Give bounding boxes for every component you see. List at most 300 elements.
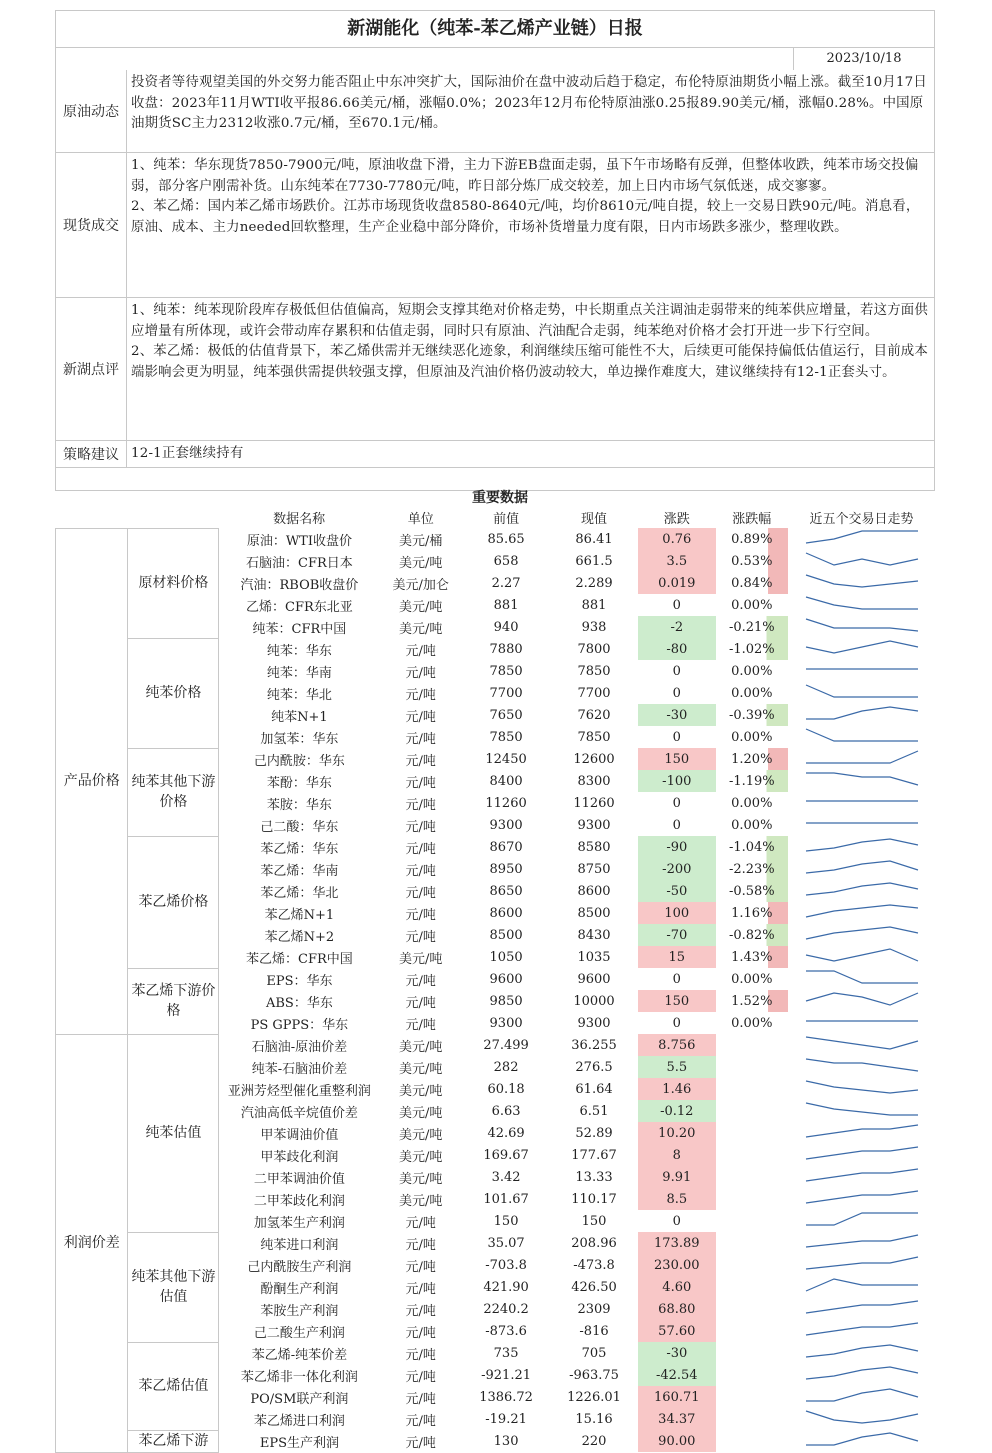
row-change: 0 bbox=[672, 1213, 681, 1229]
row-unit: 元/吨 bbox=[405, 643, 436, 659]
sparkline-chart bbox=[802, 880, 922, 898]
row-sparkline bbox=[788, 968, 935, 990]
row-unit: 美元/吨 bbox=[399, 951, 443, 967]
row-change: 0 bbox=[672, 971, 681, 987]
row-prev: 881 bbox=[493, 597, 519, 613]
row-prev: 7880 bbox=[489, 641, 523, 657]
row-sparkline bbox=[788, 1188, 935, 1210]
row-cur: 86.41 bbox=[575, 531, 613, 547]
row-unit: 元/吨 bbox=[405, 1259, 436, 1275]
row-sparkline bbox=[788, 748, 935, 770]
row-name: EPS：华东 bbox=[266, 973, 333, 989]
spot-text bbox=[127, 153, 934, 297]
row-unit: 元/吨 bbox=[405, 775, 436, 791]
spot-section bbox=[55, 153, 935, 298]
row-unit: 元/吨 bbox=[405, 973, 436, 989]
row-unit: 美元/吨 bbox=[399, 1149, 443, 1165]
sparkline-line bbox=[806, 949, 918, 961]
comment-section bbox=[55, 298, 935, 441]
row-pct: 0.00% bbox=[731, 1015, 773, 1031]
row-change: 4.60 bbox=[638, 1276, 716, 1298]
spot-benzene-text: 1、纯苯：华东现货7850-7900元/吨，原油收盘下滑，主力下游EB盘面走弱，虽下午市场略有反弹，但整体收跌，纯苯市场交投偏弱，部分客户刚需补货。山东纯苯在7730-7780元/吨，昨日部分炼厂成交较差，加上日内市场气氛低迷，成交寥寥。 bbox=[131, 158, 919, 194]
row-cur: 7800 bbox=[577, 641, 611, 657]
row-prev: 169.67 bbox=[483, 1147, 529, 1163]
row-sparkline bbox=[788, 704, 935, 726]
column-header: 现值 bbox=[581, 512, 608, 527]
strategy-label: 策略建议 bbox=[56, 441, 127, 467]
report-date: 2023/10/18 bbox=[793, 48, 934, 70]
row-unit: 元/吨 bbox=[405, 863, 436, 879]
sparkline-line bbox=[806, 1257, 918, 1269]
sparkline-chart bbox=[802, 1012, 922, 1030]
sparkline-chart bbox=[802, 638, 922, 656]
group-label: 苯乙烯估值 bbox=[128, 1342, 219, 1430]
row-cur: 13.33 bbox=[575, 1169, 613, 1185]
sparkline-line bbox=[806, 1389, 918, 1401]
row-unit: 美元/吨 bbox=[399, 1039, 443, 1055]
data-table bbox=[55, 487, 935, 1453]
sparkline-chart bbox=[802, 682, 922, 700]
row-pct bbox=[716, 1188, 788, 1210]
sparkline-line bbox=[806, 1433, 918, 1445]
row-prev: 658 bbox=[493, 553, 519, 569]
sparkline-chart bbox=[802, 1254, 922, 1272]
row-change: 150 bbox=[638, 990, 716, 1012]
row-pct: 1.20% bbox=[716, 748, 788, 770]
row-pct: 0.53% bbox=[716, 550, 788, 572]
strategy-section bbox=[55, 441, 935, 468]
row-unit: 美元/吨 bbox=[399, 1105, 443, 1121]
comment-benzene-text: 1、纯苯：纯苯现阶段库存极低但估值偏高，短期会支撑其绝对价格走势，中长期重点关注调油走弱带来的纯苯供应增量，若这方面供应增量有所体现，或许会带动库存累积和估值走弱，同时只有原油、汽油配合走弱，纯苯绝对价格才会打开进一步下行空间。 bbox=[131, 303, 928, 339]
row-sparkline bbox=[788, 792, 935, 814]
row-change: 34.37 bbox=[638, 1408, 716, 1430]
sparkline-chart bbox=[802, 792, 922, 810]
row-cur: 1035 bbox=[577, 949, 611, 965]
sparkline-chart bbox=[802, 616, 922, 634]
sparkline-line bbox=[806, 729, 918, 741]
row-cur: 2.289 bbox=[575, 575, 613, 591]
row-cur: 61.64 bbox=[575, 1081, 613, 1097]
row-pct bbox=[716, 1078, 788, 1100]
row-sparkline bbox=[788, 1056, 935, 1078]
row-name: 己二酸生产利润 bbox=[253, 1325, 345, 1341]
row-name: 纯苯进口利润 bbox=[260, 1237, 339, 1253]
row-sparkline bbox=[788, 814, 935, 836]
sparkline-chart bbox=[802, 1166, 922, 1184]
table-title-spacer bbox=[56, 487, 219, 507]
row-prev: 27.499 bbox=[483, 1037, 529, 1053]
row-unit: 元/吨 bbox=[405, 1325, 436, 1341]
category-label: 产品价格 bbox=[56, 528, 128, 1034]
row-unit: 美元/加仑 bbox=[392, 577, 449, 593]
row-cur: 9600 bbox=[577, 971, 611, 987]
row-sparkline bbox=[788, 1144, 935, 1166]
row-name: 己内酰胺生产利润 bbox=[247, 1259, 352, 1275]
date-row bbox=[55, 48, 935, 70]
strategy-text: 12-1正套继续持有 bbox=[131, 446, 244, 461]
row-unit: 元/吨 bbox=[405, 731, 436, 747]
spot-styrene-text: 2、苯乙烯：国内苯乙烯市场跌价。江苏市场现货收盘8580-8640元/吨，均价8610元/吨自提，较上一交易日跌90元/吨。消息看，原油、成本、主力needed回软整理，生产企业稳中部分降价，市场补货增量力度有限，日内市场跌多涨少，整理收跌。 bbox=[131, 199, 920, 235]
row-pct bbox=[716, 1232, 788, 1254]
row-name: 加氢苯：华东 bbox=[260, 731, 339, 747]
row-cur: 7620 bbox=[577, 707, 611, 723]
row-name: 汽油高低辛烷值价差 bbox=[240, 1105, 358, 1121]
row-prev: 8650 bbox=[489, 883, 523, 899]
column-header: 数据名称 bbox=[273, 512, 326, 527]
row-pct: -1.19% bbox=[716, 770, 788, 792]
sparkline-chart bbox=[802, 1078, 922, 1096]
row-prev: 12450 bbox=[485, 751, 527, 767]
row-change: -0.12 bbox=[638, 1100, 716, 1122]
row-sparkline bbox=[788, 616, 935, 638]
row-prev: 9300 bbox=[489, 1015, 523, 1031]
row-change: 1.46 bbox=[638, 1078, 716, 1100]
row-change: 68.80 bbox=[638, 1298, 716, 1320]
row-change: -30 bbox=[638, 1342, 716, 1364]
row-name: 苯酚：华东 bbox=[266, 775, 332, 791]
row-unit: 元/吨 bbox=[405, 907, 436, 923]
row-cur: 150 bbox=[581, 1213, 607, 1229]
sparkline-chart bbox=[802, 1122, 922, 1140]
row-change: -2 bbox=[638, 616, 716, 638]
row-change: 0.019 bbox=[638, 572, 716, 594]
row-pct: 1.16% bbox=[716, 902, 788, 924]
row-cur: 15.16 bbox=[575, 1411, 613, 1427]
row-unit: 美元/吨 bbox=[399, 555, 443, 571]
sparkline-line bbox=[806, 1367, 918, 1379]
row-cur: 52.89 bbox=[575, 1125, 613, 1141]
sparkline-chart bbox=[802, 1276, 922, 1294]
sparkline-line bbox=[806, 1323, 918, 1335]
row-name: 纯苯-石脑油价差 bbox=[251, 1061, 348, 1077]
row-change: 173.89 bbox=[638, 1232, 716, 1254]
row-name: 原油：WTI收盘价 bbox=[246, 533, 352, 549]
row-prev: 7700 bbox=[489, 685, 523, 701]
sparkline-line bbox=[806, 1169, 918, 1181]
row-pct bbox=[716, 1100, 788, 1122]
row-name: 石脑油-原油价差 bbox=[251, 1039, 348, 1055]
row-name: 甲苯调油价值 bbox=[260, 1127, 339, 1143]
row-change: 0 bbox=[672, 795, 681, 811]
sparkline-chart bbox=[802, 594, 922, 612]
sparkline-line bbox=[806, 575, 918, 587]
row-sparkline bbox=[788, 726, 935, 748]
row-pct bbox=[716, 1056, 788, 1078]
sparkline-chart bbox=[802, 572, 922, 590]
row-prev: 6.63 bbox=[491, 1103, 521, 1119]
row-name: 甲苯歧化利润 bbox=[260, 1149, 339, 1165]
row-prev: 150 bbox=[493, 1213, 519, 1229]
row-sparkline bbox=[788, 1386, 935, 1408]
row-change: 90.00 bbox=[638, 1430, 716, 1452]
row-prev: 8600 bbox=[489, 905, 523, 921]
row-prev: 421.90 bbox=[483, 1279, 529, 1295]
row-name: 纯苯N+1 bbox=[271, 709, 328, 725]
table-row bbox=[56, 836, 936, 858]
row-change: -200 bbox=[638, 858, 716, 880]
column-header: 近五个交易日走势 bbox=[809, 512, 914, 527]
row-name: 二甲苯调油价值 bbox=[253, 1171, 345, 1187]
row-cur: 10000 bbox=[573, 993, 615, 1009]
row-cur: 8300 bbox=[577, 773, 611, 789]
row-name: 苯乙烯：华北 bbox=[260, 885, 339, 901]
group-label: 苯乙烯下游 bbox=[128, 1430, 219, 1452]
row-unit: 美元/吨 bbox=[399, 1171, 443, 1187]
row-pct bbox=[716, 1276, 788, 1298]
row-prev: 8500 bbox=[489, 927, 523, 943]
row-sparkline bbox=[788, 660, 935, 682]
row-prev: 282 bbox=[493, 1059, 519, 1075]
row-name: EPS生产利润 bbox=[259, 1435, 339, 1451]
sparkline-line bbox=[806, 1081, 918, 1093]
row-prev: 2.27 bbox=[491, 575, 521, 591]
crude-label: 原油动态 bbox=[56, 70, 127, 152]
sparkline-line bbox=[806, 861, 918, 873]
row-unit: 元/吨 bbox=[405, 1413, 436, 1429]
row-name: 石脑油：CFR日本 bbox=[246, 555, 353, 571]
row-sparkline bbox=[788, 1100, 935, 1122]
sparkline-line bbox=[806, 1037, 918, 1049]
row-name: 苯乙烯非一体化利润 bbox=[240, 1369, 358, 1385]
row-sparkline bbox=[788, 990, 935, 1012]
row-sparkline bbox=[788, 1078, 935, 1100]
row-cur: 177.67 bbox=[571, 1147, 617, 1163]
row-sparkline bbox=[788, 1408, 935, 1430]
sparkline-line bbox=[806, 685, 918, 697]
row-unit: 元/吨 bbox=[405, 1017, 436, 1033]
row-prev: 7650 bbox=[489, 707, 523, 723]
row-pct bbox=[716, 1342, 788, 1364]
row-name: 己内酰胺：华东 bbox=[253, 753, 345, 769]
row-pct bbox=[716, 1364, 788, 1386]
row-unit: 元/吨 bbox=[405, 819, 436, 835]
sparkline-line bbox=[806, 1301, 918, 1313]
table-row bbox=[56, 638, 936, 660]
sparkline-chart bbox=[802, 1210, 922, 1228]
row-prev: 9600 bbox=[489, 971, 523, 987]
row-sparkline bbox=[788, 902, 935, 924]
sparkline-chart bbox=[802, 924, 922, 942]
row-prev: 130 bbox=[493, 1433, 519, 1449]
sparkline-chart bbox=[802, 1430, 922, 1448]
row-unit: 美元/桶 bbox=[399, 533, 443, 549]
row-unit: 美元/吨 bbox=[399, 1061, 443, 1077]
row-name: 苯乙烯进口利润 bbox=[253, 1413, 345, 1429]
row-change: -50 bbox=[638, 880, 716, 902]
row-sparkline bbox=[788, 682, 935, 704]
row-name: 苯乙烯N+2 bbox=[264, 929, 335, 945]
row-sparkline bbox=[788, 572, 935, 594]
row-pct bbox=[716, 1166, 788, 1188]
row-name: 苯乙烯：华东 bbox=[260, 841, 339, 857]
row-pct bbox=[716, 1430, 788, 1452]
sparkline-chart bbox=[802, 814, 922, 832]
row-cur: 705 bbox=[581, 1345, 607, 1361]
sparkline-line bbox=[806, 993, 918, 1005]
row-pct: -0.39% bbox=[716, 704, 788, 726]
row-cur: 7850 bbox=[577, 663, 611, 679]
row-name: 苯乙烯N+1 bbox=[264, 907, 335, 923]
row-change: 9.91 bbox=[638, 1166, 716, 1188]
row-sparkline bbox=[788, 1166, 935, 1188]
table-row bbox=[56, 528, 936, 550]
row-pct: 1.52% bbox=[716, 990, 788, 1012]
row-name: 纯苯：华北 bbox=[266, 687, 332, 703]
row-unit: 元/吨 bbox=[405, 1303, 436, 1319]
row-change: 230.00 bbox=[638, 1254, 716, 1276]
row-pct: 1.43% bbox=[716, 946, 788, 968]
sparkline-chart bbox=[802, 1320, 922, 1338]
row-sparkline bbox=[788, 528, 935, 550]
row-change: 0 bbox=[672, 1015, 681, 1031]
row-prev: 35.07 bbox=[487, 1235, 525, 1251]
sparkline-line bbox=[806, 553, 918, 565]
row-cur: 426.50 bbox=[571, 1279, 617, 1295]
sparkline-chart bbox=[802, 528, 922, 546]
row-change: 3.5 bbox=[638, 550, 716, 572]
row-pct: 0.00% bbox=[731, 597, 773, 613]
row-prev: -703.8 bbox=[485, 1257, 527, 1273]
sparkline-line bbox=[806, 1279, 918, 1291]
table-row bbox=[56, 748, 936, 770]
row-prev: 9850 bbox=[489, 993, 523, 1009]
row-unit: 元/吨 bbox=[405, 1347, 436, 1363]
row-unit: 元/吨 bbox=[405, 995, 436, 1011]
row-pct: 0.89% bbox=[716, 528, 788, 550]
row-sparkline bbox=[788, 550, 935, 572]
row-unit: 元/吨 bbox=[405, 1435, 436, 1451]
row-sparkline bbox=[788, 880, 935, 902]
row-pct: -0.82% bbox=[716, 924, 788, 946]
row-prev: 1386.72 bbox=[479, 1389, 533, 1405]
row-name: 己二酸：华东 bbox=[260, 819, 339, 835]
column-header: 涨跌 bbox=[663, 512, 690, 527]
row-prev: 1050 bbox=[489, 949, 523, 965]
group-label: 苯乙烯价格 bbox=[128, 836, 219, 968]
row-cur: 8430 bbox=[577, 927, 611, 943]
row-name: PO/SM联产利润 bbox=[250, 1391, 349, 1407]
row-prev: 9300 bbox=[489, 817, 523, 833]
row-cur: 110.17 bbox=[571, 1191, 617, 1207]
row-prev: 7850 bbox=[489, 729, 523, 745]
row-unit: 美元/吨 bbox=[399, 1127, 443, 1143]
row-pct: -2.23% bbox=[716, 858, 788, 880]
row-pct bbox=[716, 1298, 788, 1320]
sparkline-chart bbox=[802, 748, 922, 766]
row-cur: 9300 bbox=[577, 1015, 611, 1031]
row-unit: 元/吨 bbox=[405, 753, 436, 769]
sparkline-chart bbox=[802, 990, 922, 1008]
row-prev: 940 bbox=[493, 619, 519, 635]
row-name: 纯苯：CFR中国 bbox=[252, 621, 347, 637]
row-change: 15 bbox=[638, 946, 716, 968]
row-prev: 735 bbox=[493, 1345, 519, 1361]
row-change: 0 bbox=[672, 729, 681, 745]
row-sparkline bbox=[788, 1320, 935, 1342]
row-change: 0.76 bbox=[638, 528, 716, 550]
row-name: 乙烯：CFR东北亚 bbox=[246, 599, 353, 615]
sparkline-line bbox=[806, 619, 918, 631]
row-cur: 8580 bbox=[577, 839, 611, 855]
sparkline-line bbox=[806, 1059, 918, 1071]
row-pct: 0.00% bbox=[731, 795, 773, 811]
row-prev: 2240.2 bbox=[483, 1301, 529, 1317]
row-pct: 0.00% bbox=[731, 685, 773, 701]
table-header-row bbox=[56, 507, 936, 528]
row-pct: 0.00% bbox=[731, 971, 773, 987]
sparkline-line bbox=[806, 597, 918, 609]
row-name: ABS：华东 bbox=[265, 995, 333, 1011]
row-cur: 9300 bbox=[577, 817, 611, 833]
row-sparkline bbox=[788, 1210, 935, 1232]
sparkline-chart bbox=[802, 770, 922, 788]
row-pct bbox=[716, 1408, 788, 1430]
sparkline-line bbox=[806, 1103, 918, 1115]
sparkline-chart bbox=[802, 550, 922, 568]
row-name: 汽油：RBOB收盘价 bbox=[240, 577, 359, 593]
group-label: 纯苯估值 bbox=[128, 1034, 219, 1232]
row-change: -90 bbox=[638, 836, 716, 858]
row-pct: -0.58% bbox=[716, 880, 788, 902]
row-pct: 0.00% bbox=[731, 663, 773, 679]
row-change: 8.756 bbox=[638, 1034, 716, 1056]
row-cur: 11260 bbox=[573, 795, 615, 811]
column-header: 前值 bbox=[493, 512, 520, 527]
row-change: -30 bbox=[638, 704, 716, 726]
sparkline-line bbox=[806, 1411, 918, 1423]
sparkline-line bbox=[806, 1213, 918, 1225]
row-sparkline bbox=[788, 638, 935, 660]
row-change: -80 bbox=[638, 638, 716, 660]
sparkline-chart bbox=[802, 726, 922, 744]
sparkline-chart bbox=[802, 946, 922, 964]
row-name: 苯胺：华东 bbox=[266, 797, 332, 813]
row-unit: 美元/吨 bbox=[399, 1193, 443, 1209]
sparkline-line bbox=[806, 751, 918, 763]
row-cur: 12600 bbox=[573, 751, 615, 767]
row-change: 150 bbox=[638, 748, 716, 770]
row-unit: 元/吨 bbox=[405, 665, 436, 681]
row-change: 100 bbox=[638, 902, 716, 924]
sparkline-chart bbox=[802, 1386, 922, 1404]
sparkline-line bbox=[806, 1125, 918, 1137]
row-cur: 276.5 bbox=[575, 1059, 613, 1075]
sparkline-chart bbox=[802, 1342, 922, 1360]
sparkline-chart bbox=[802, 1034, 922, 1052]
sparkline-chart bbox=[802, 1144, 922, 1162]
row-name: 苯乙烯-纯苯价差 bbox=[251, 1347, 348, 1363]
sparkline-line bbox=[806, 707, 918, 719]
row-cur: 208.96 bbox=[571, 1235, 617, 1251]
row-pct: -0.21% bbox=[716, 616, 788, 638]
sparkline-line bbox=[806, 773, 918, 785]
row-cur: 8750 bbox=[577, 861, 611, 877]
row-pct bbox=[716, 1144, 788, 1166]
row-cur: 7850 bbox=[577, 729, 611, 745]
row-change: -70 bbox=[638, 924, 716, 946]
row-unit: 元/吨 bbox=[405, 797, 436, 813]
column-header: 涨跌幅 bbox=[732, 512, 772, 527]
row-unit: 元/吨 bbox=[405, 929, 436, 945]
row-sparkline bbox=[788, 1012, 935, 1034]
sparkline-chart bbox=[802, 1100, 922, 1118]
group-label: 纯苯其他下游价格 bbox=[128, 748, 219, 836]
row-cur: 938 bbox=[581, 619, 607, 635]
spot-label: 现货成交 bbox=[56, 153, 127, 297]
row-pct bbox=[716, 1034, 788, 1056]
category-label: 利润价差 bbox=[56, 1034, 128, 1452]
row-change: 0 bbox=[672, 685, 681, 701]
